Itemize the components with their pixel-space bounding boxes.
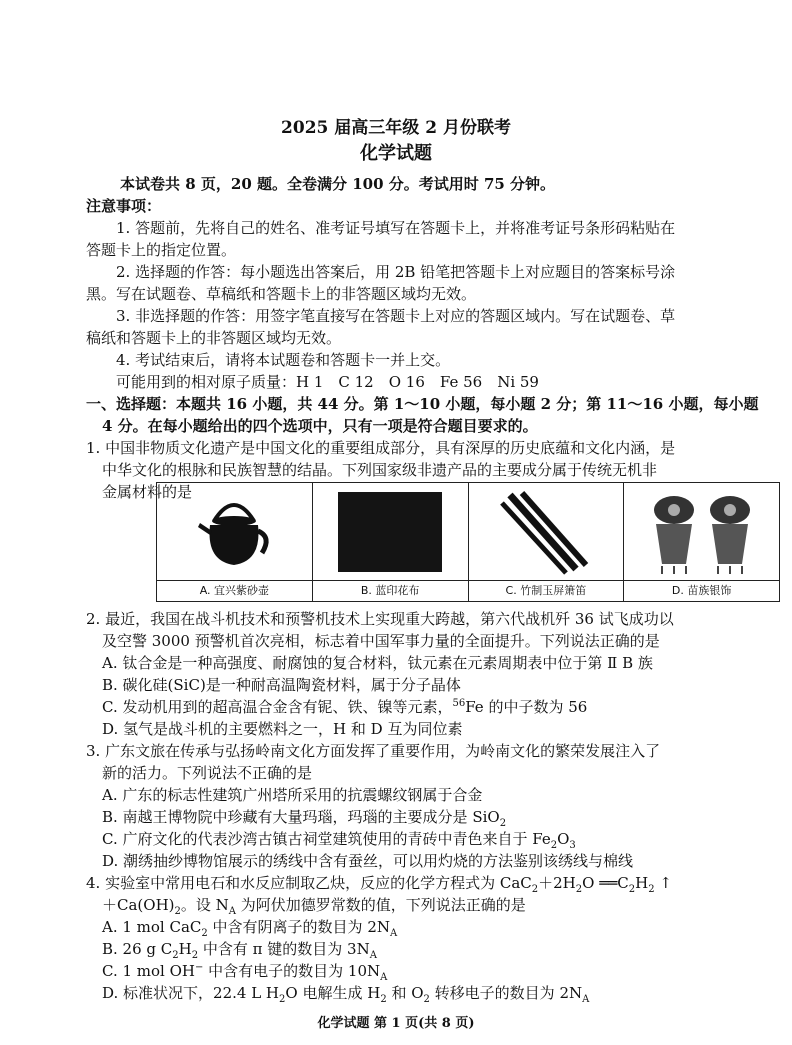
subject-title: 化学试题	[360, 143, 432, 164]
q4-option-d: D. 标准状况下，22.4 L $H_2O$ 电解生成 $H_2$ 和 $O_2$ 转移电子的数目为 $2N_A$	[102, 984, 590, 1005]
q1-stem: 1. 中国非物质文化遗产是中国文化的重要组成部分，具有深厚的历史底蕴和文化内涵，是	[86, 439, 676, 457]
q4-b-text: 中含有 π 键的数目为 3N	[198, 940, 370, 958]
q4-stem-cont: $+Ca(OH)_2$。设 $N_A$ 为阿伏加德罗常数的值，下列说法正确的是	[102, 896, 526, 917]
section-heading: 一、选择题：本题共 16 小题，共 44 分。第 1～10 小题，每小题 2 分；第 11～16 小题，每小题	[86, 395, 759, 413]
q3-option-d: D. 潮绣抽纱博物馆展示的绣线中含有蚕丝，可以用灼烧的方法鉴别该绣线与棉线	[102, 852, 634, 870]
q2-option-d: D. 氢气是战斗机的主要燃料之一，H 和 D 互为同位素	[102, 720, 463, 738]
q2-option-b: B. 碳化硅(SiC)是一种耐高温陶瓷材料，属于分子晶体	[102, 676, 461, 694]
atomic-mass-line: 可能用到的相对原子质量：H 1 C 12 O 16 Fe 56 Ni 59	[116, 373, 539, 391]
q1-caption-c: C. 竹制玉屏箫笛	[469, 580, 624, 601]
q4-option-b: B. 26 g $C_2H_2$ 中含有 π 键的数目为 $3N_A$	[102, 940, 377, 961]
q1-option-c-cell	[469, 483, 625, 601]
sub-3: 3	[569, 840, 576, 851]
notice-line: 1. 答题前，先将自己的姓名、准考证号填写在答题卡上，并将准考证号条形码粘贴在	[116, 219, 676, 237]
q3-c-text: C. 广府文化的代表沙湾古镇古祠堂建筑使用的青砖中青色来自于 Fe	[102, 830, 551, 848]
q4-c-text: C. 1 mol OH	[102, 962, 195, 980]
q2-option-c	[102, 697, 587, 717]
q1-stem: 中华文化的根脉和民族智慧的结晶。下列国家级非遗产品的主要成分属于传统无机非	[102, 461, 658, 479]
q2-stem: 2. 最近，我国在战斗机技术和预警机技术上实现重大跨越，第六代战机歼 36 试飞成功以	[86, 610, 674, 628]
q4-stem-text: ＋Ca(OH)	[102, 896, 175, 914]
q4-b-text: B. 26 g C	[102, 940, 173, 958]
silver-ornament-image	[624, 483, 779, 581]
notice-line: 答题卡上的指定位置。	[86, 241, 237, 259]
q4-d-text: 和 O	[386, 984, 424, 1002]
q1-stem: 金属材料的是	[102, 483, 193, 501]
q1-option-a-cell	[157, 483, 313, 601]
flute-image	[469, 483, 624, 581]
q3-b-text: B. 南越王博物院中珍藏有大量玛瑙，玛瑙的主要成分是 SiO	[102, 808, 500, 826]
q3-stem: 新的活力。下列说法不正确的是	[102, 764, 313, 782]
q4-stem-text: 。设 N	[180, 896, 229, 914]
page-footer: 化学试题 第 1 页(共 8 页)	[317, 1016, 475, 1031]
notice-line: 3. 非选择题的作答：用签字笔直接写在答题卡上对应的答题区域内。写在试题卷、草	[116, 307, 676, 325]
q2-stem: 及空警 3000 预警机首次亮相，标志着中国军事力量的全面提升。下列说法正确的是	[102, 632, 660, 650]
q4-c-text: 中含有电子的数目为 10N	[203, 962, 381, 980]
q1-image-table	[156, 482, 780, 602]
q4-stem-text: 为阿伏加德罗常数的值，下列说法正确的是	[236, 896, 526, 914]
q4-d-text: O 电解生成 H	[285, 984, 381, 1002]
sub-2: 2	[550, 840, 558, 851]
q3-option-b	[102, 807, 506, 827]
notice-line: 黑。写在试题卷、草稿纸和答题卡上的非答题区域均无效。	[86, 285, 477, 303]
exam-info: 本试卷共 8 页，20 题。全卷满分 100 分。考试用时 75 分钟。	[120, 175, 556, 193]
q4-option-a: A. 1 mol CaC$_2$ 中含有阴离子的数目为 $2N_A$	[102, 918, 398, 939]
q2-c-text: C. 发动机用到的超高温合金含有铌、铁、镍等元素，	[102, 698, 453, 716]
q1-option-d-cell	[624, 483, 779, 601]
notice-heading: 注意事项：	[86, 197, 162, 215]
q4-a-text: A. 1 mol CaC	[102, 918, 202, 936]
notice-line: 2. 选择题的作答：每小题选出答案后，用 2B 铅笔把答题卡上对应题目的答案标号涂	[116, 263, 676, 281]
q1-caption-d: D. 苗族银饰	[624, 580, 779, 601]
q2-c-mass: 56	[452, 698, 466, 709]
q4-d-text: 转移电子的数目为 2N	[429, 984, 583, 1002]
q4-d-text: D. 标准状况下，22.4 L H	[102, 984, 280, 1002]
q1-caption-b: B. 蓝印花布	[313, 580, 468, 601]
q3-option-a: A. 广东的标志性建筑广州塔所采用的抗震螺纹钢属于合金	[102, 786, 483, 804]
q2-c-text-end: Fe 的中子数为 56	[465, 698, 588, 716]
exam-title: 2025 届高三年级 2 月份联考	[281, 118, 511, 138]
q4-option-c: C. 1 mol OH− 中含有电子的数目为 $10N_A$	[102, 962, 388, 983]
q1-caption-a: A. 宜兴紫砂壶	[157, 580, 312, 601]
notice-line: 稿纸和答题卡上的非答题区域均无效。	[86, 329, 342, 347]
q4-a-text: 中含有阴离子的数目为 2N	[207, 918, 390, 936]
q2-option-a: A. 钛合金是一种高强度、耐腐蚀的复合材料，钛元素在元素周期表中位于第 Ⅱ B 族	[102, 654, 653, 672]
q4-stem: 4. 实验室中常用电石和水反应制取乙炔，反应的化学方程式为 $CaC_2+2H_2O$ $══C_2H_2$ ↑	[86, 874, 672, 895]
sub-2: 2	[499, 818, 507, 829]
q3-stem: 3. 广东文旅在传承与弘扬岭南文化方面发挥了重要作用，为岭南文化的繁荣发展注入了	[86, 742, 661, 760]
notice-line: 4. 考试结束后，请将本试题卷和答题卡一并上交。	[116, 351, 451, 369]
section-heading-cont: 4 分。在每小题给出的四个选项中，只有一项是符合题目要求的。	[102, 417, 538, 435]
cloth-image	[313, 483, 468, 581]
q1-option-b-cell	[313, 483, 469, 601]
q4-stem-text: 4. 实验室中常用电石和水反应制取乙炔，反应的化学方程式为 CaC	[86, 874, 532, 892]
teapot-image	[157, 483, 312, 581]
q3-option-c: C. 广府文化的代表沙湾古镇古祠堂建筑使用的青砖中青色来自于 $Fe_2O_3$	[102, 830, 576, 851]
